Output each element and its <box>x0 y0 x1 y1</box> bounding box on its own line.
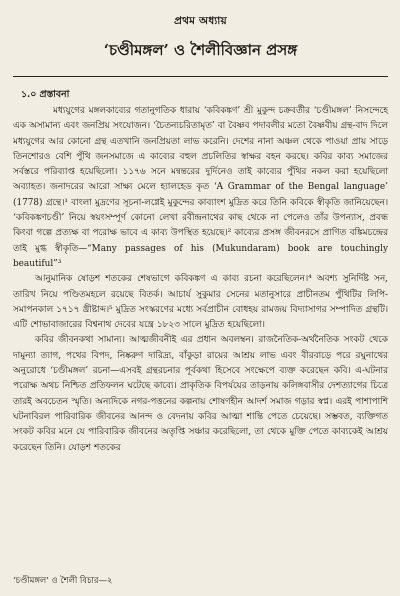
page-footer: ‘চণ্ডীমঙ্গল’ ও শৈলী বিচার—২ <box>13 575 113 585</box>
paragraph-2: আনুমানিক ষোড়শ শতকের শেষভাগে কবিকঙ্কণ এ কাব্য রচনা করেছিলেন।⁴ অবশ্য সুনির্দিষ্ট সন, তারিখ নিয়ে পণ্ডিতমহলে রয়েছে বিতর্ক। আচার্য সুকুমার সেনের মতানুসারে প্রাচীনতম পুঁথিটির লিপি-সমাপনকাল ১৭১৭ খ্রীষ্টাব্দ।⁵ মুদ্রিত সংস্করণের মধ্যে সর্বপ্রাচীন বোধহয় রামজয় বিদ্যাসাগর সম্পাদিত গ্রন্থটি। এটি শোভাবাজারের বিশ্বনাথ দেবের যন্ত্রে ১৮২৩ সালে মুদ্রিত হয়েছিলো। <box>13 274 388 331</box>
paragraph-1: মধ্যযুগের মঙ্গলকাব্যের গতানুগতিক ধারায় ‘কবিকঙ্কণ’ শ্রী মুকুন্দ চক্রবর্তীর ‘চণ্ডীমঙ্গল’ নিসন্দেহে এক অসামান্য এবং জনপ্রিয় সংযোজন। ‘চৈতন্যচরিতামৃত’ বা বৈষ্ণব পদাবলীর মতো বৈষ্ণবীয় গ্রন্থ-বাদ দিলে মধ্যযুগের আর কোনো গ্রন্থ এতখানি জনপ্রিয়তা লাভ করেনি। দেশের নানা অঞ্চল থেকে পাওয়া প্রায় সাড়ে তিনশোরও বেশি পুঁথি জনসমাজে এ কাব্যের বহুল প্রচলিতির স্বাক্ষর বহন করছে। কবির কাব্য সমাজের সর্বস্তরে পরিব্যাপ্ত হয়েছিলো। ১১৭৬ সনে মন্বন্তরের দুর্দিনেও তাই কাব্যের পুঁথির নকল করা হয়েছিলো অব্যাহত। জনাদরের আরো সাক্ষ্য মেলে হ্যালহেড কৃত ‘A Grammar of the Bengal language’ (1778) গ্রন্থে।¹ বাংলা মুদ্রণের সূচনা-লগ্নেই মুকুন্দের কাব্যাংশ মুদ্রিত করে তিনি কবিকে স্বীকৃতি জানিয়েছেন। ‘কবিকঙ্কণচণ্ডী’ নিয়ে স্বয়ংসম্পূর্ণ কোনো লেখা রবীন্দ্রনাথের কাছ থেকে না পেলেও তাঁর উপন্যাস, প্রবন্ধ কিংবা গল্পে প্রত্যক্ষ বা পরোক্ষ ভাবে এ কাব্য উপস্থিত হয়েছে।² কাব্যের প্রসঙ্গ জীবনরসে প্রাণিত বঙ্কিমচন্দ্রের তাই মুগ্ধ স্বীকৃতি—“Many passages of his (Mukundaram) book are touchingly beautiful”³ <box>13 106 388 269</box>
title-divider <box>13 76 388 77</box>
chapter-title: ‘চণ্ডীমঙ্গল’ ও শৈলীবিজ্ঞান প্রসঙ্গ <box>103 41 298 59</box>
chapter-label: প্রথম অধ্যায় <box>174 15 227 27</box>
section-heading: ১.০ প্রস্তাবনা <box>21 89 70 100</box>
paragraph-3: কবির জীবনকথা সামান্য। আত্মজীবনীই এর প্রধান অবলম্বন। রাজনৈতিক-অর্থনৈতিক সংকট থেকে দামুন্যা ত্যাগ, পথের বিপদ, নিষ্করুণ দারিদ্র্য, বাঁকুড়া রায়ের আশ্রয় লাভ এবং বীরবাড়ে পরে রঘুনাথের অনুরোধে ‘চণ্ডীমঙ্গল’ রচনা—এসবই গ্রন্থরচনার পূর্বকথা হিসেবে সংক্ষেপে ব্যক্ত করেছেন কবি। এ-ঘটনার পরোক্ষ অথচ নিশ্চিত প্রতিফলন ঘটেছে কাব্যে। প্রাকৃতিক বিপর্যয়ের তাড়নায় কলিঙ্গবাসীর দেশত্যাগের চিত্রে তারই অবচেতন স্মৃতি। অন্যদিকে নগর-পত্তনের কল্পনায় শোষণহীন আদর্শ সমাজ গড়ার স্বপ্ন। এরই পাশাপাশি ঘটনাবিরল পারিবারিক জীবনের আনন্দ ও বেদনায় কবির আত্মা শান্তি পেতে চেয়েছে। সম্ভবত, ব্যক্তিগত সংকট কবির মনে যে পারিবারিক জীবনের অতৃপ্তি সঞ্চার করেছিলো, তা থেকে মুক্তি পেতে কাব্যকেই আশ্রয় করেছেন তিনি। যোড়শ শতকের <box>13 335 388 453</box>
